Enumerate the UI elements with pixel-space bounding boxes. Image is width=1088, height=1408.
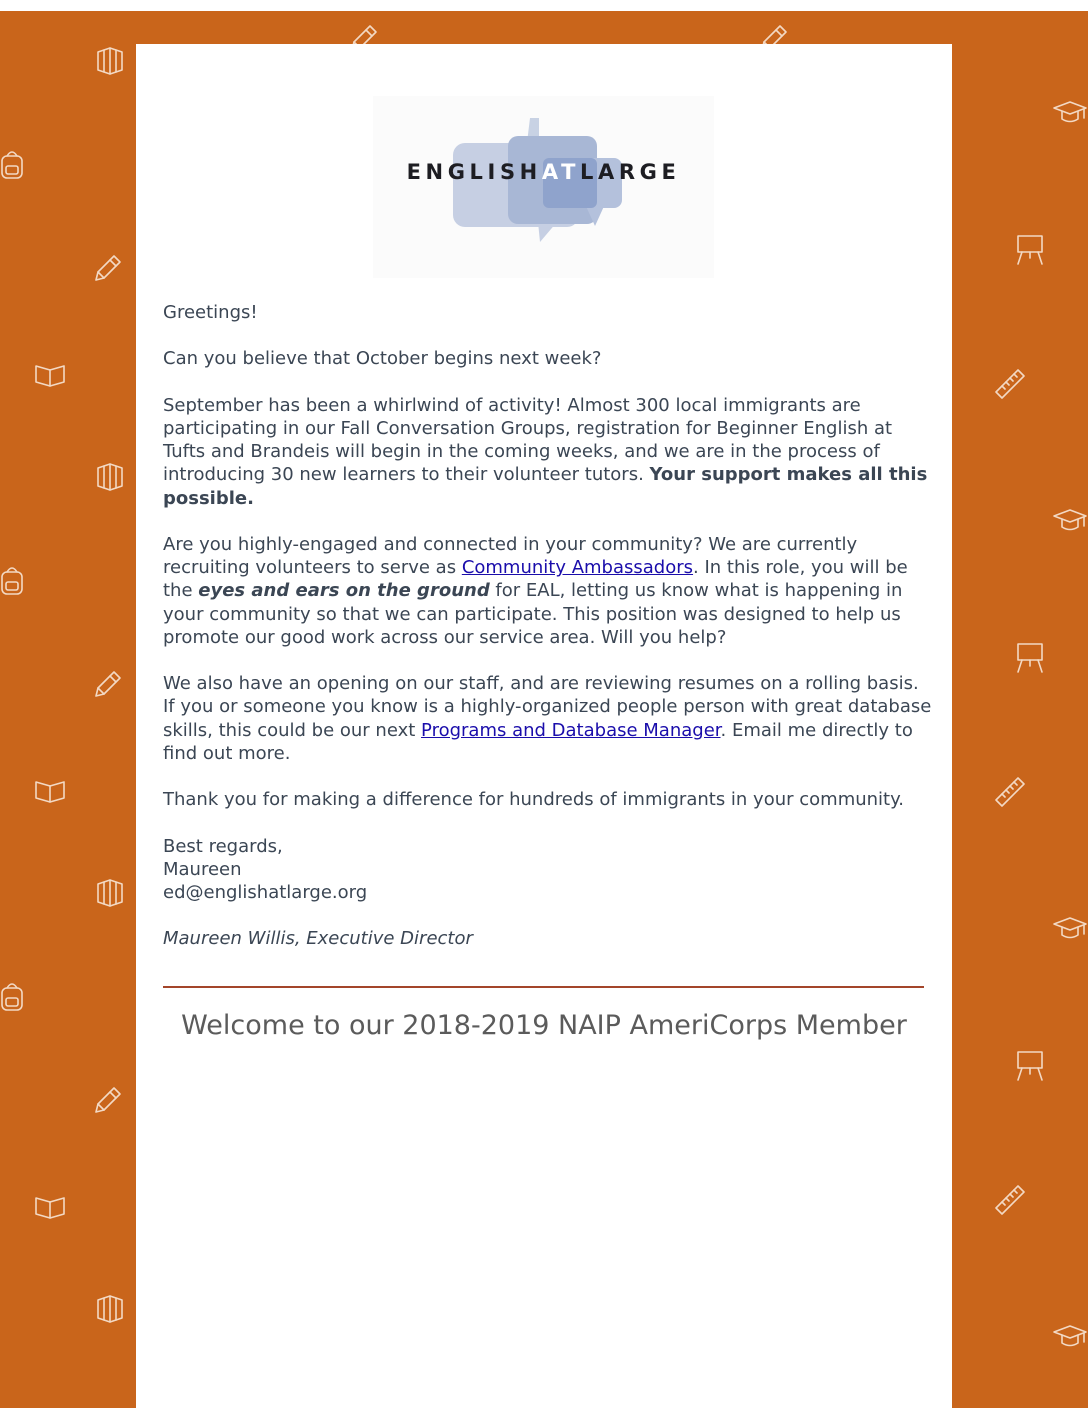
logo-wordmark [373, 160, 714, 184]
welcome-heading: Welcome to our 2018-2019 NAIP AmeriCorps Member [181, 1010, 907, 1041]
closing-block [163, 835, 933, 905]
sender-name: Maureen [163, 858, 242, 880]
speech-bubbles-logo-mark [373, 96, 714, 278]
books-icon [90, 40, 130, 80]
easel-icon [1010, 636, 1050, 676]
staff-text-a: We also have an opening on our staff, and are reviewing resumes on a rolling basis. If you or someone you know is a highly-organized people person with great database skills, this could be our next [163, 673, 932, 741]
backpack-icon [0, 976, 32, 1016]
pencil-icon [86, 248, 126, 288]
graduation-cap-icon [1050, 1316, 1088, 1356]
english-at-large-logo [373, 96, 714, 278]
paragraph-ambassadors [163, 533, 933, 649]
divider-rule [163, 986, 924, 988]
paragraph-september-text: September has been a whirlwind of activity! Almost 300 local immigrants are participating in our Fall Conversation Groups, registration for Beginner English at Tufts and Brandeis will begin in the coming weeks, and we are in the process of introducing 30 new learners to their volunteer tutors. [163, 394, 893, 486]
graduation-cap-icon [1050, 908, 1088, 948]
top-margin [0, 0, 1088, 11]
logo-word-at: AT [541, 160, 581, 184]
logo-word-large: LARGE [580, 160, 681, 184]
ruler-icon [990, 1180, 1030, 1220]
paragraph-thanks: Thank you for making a difference for hundreds of immigrants in your community. [163, 789, 904, 811]
greeting: Greetings! [163, 302, 258, 323]
ambassadors-text-a: Are you highly-engaged and connected in your community? We are currently recruiting volunteers to serve as [163, 533, 858, 579]
logo-word-english: ENGLISH [406, 160, 542, 184]
pencil-icon [86, 664, 126, 704]
backpack-icon [0, 560, 32, 600]
eyes-and-ears-emphasis: eyes and ears on the ground [198, 580, 490, 602]
paragraph-staff-opening [163, 672, 933, 765]
ruler-icon [990, 364, 1030, 404]
open-book-icon [30, 352, 70, 392]
closing: Best regards, [163, 835, 283, 857]
letter-body [163, 301, 933, 951]
books-icon [90, 872, 130, 912]
sender-email: ed@englishatlarge.org [163, 881, 368, 903]
backpack-icon [0, 144, 32, 184]
graduation-cap-icon [1050, 500, 1088, 540]
pencil-icon [86, 1080, 126, 1120]
staff-text-b: . Email me directly to find out more. [163, 719, 913, 764]
paragraph-september [163, 394, 933, 510]
ambassadors-text-c: for EAL, letting us know what is happening in your community so that we can participate. This position was designed to help us promote our good work across our service area. Will you help? [163, 580, 903, 648]
paragraph-october: Can you believe that October begins next week? [163, 348, 602, 370]
easel-icon [1010, 228, 1050, 268]
graduation-cap-icon [1050, 92, 1088, 132]
open-book-icon [30, 1184, 70, 1224]
easel-icon [1010, 1044, 1050, 1084]
books-icon [90, 456, 130, 496]
programs-database-manager-link[interactable]: Programs and Database Manager [421, 719, 721, 741]
community-ambassadors-link[interactable]: Community Ambassadors [461, 557, 694, 579]
open-book-icon [30, 768, 70, 808]
ambassadors-text-b: . In this role, you will be the [163, 557, 908, 602]
ruler-icon [990, 772, 1030, 812]
books-icon [90, 1288, 130, 1328]
support-emphasis: Your support makes all this possible. [163, 464, 928, 509]
signature-line: Maureen Willis, Executive Director [163, 928, 473, 950]
